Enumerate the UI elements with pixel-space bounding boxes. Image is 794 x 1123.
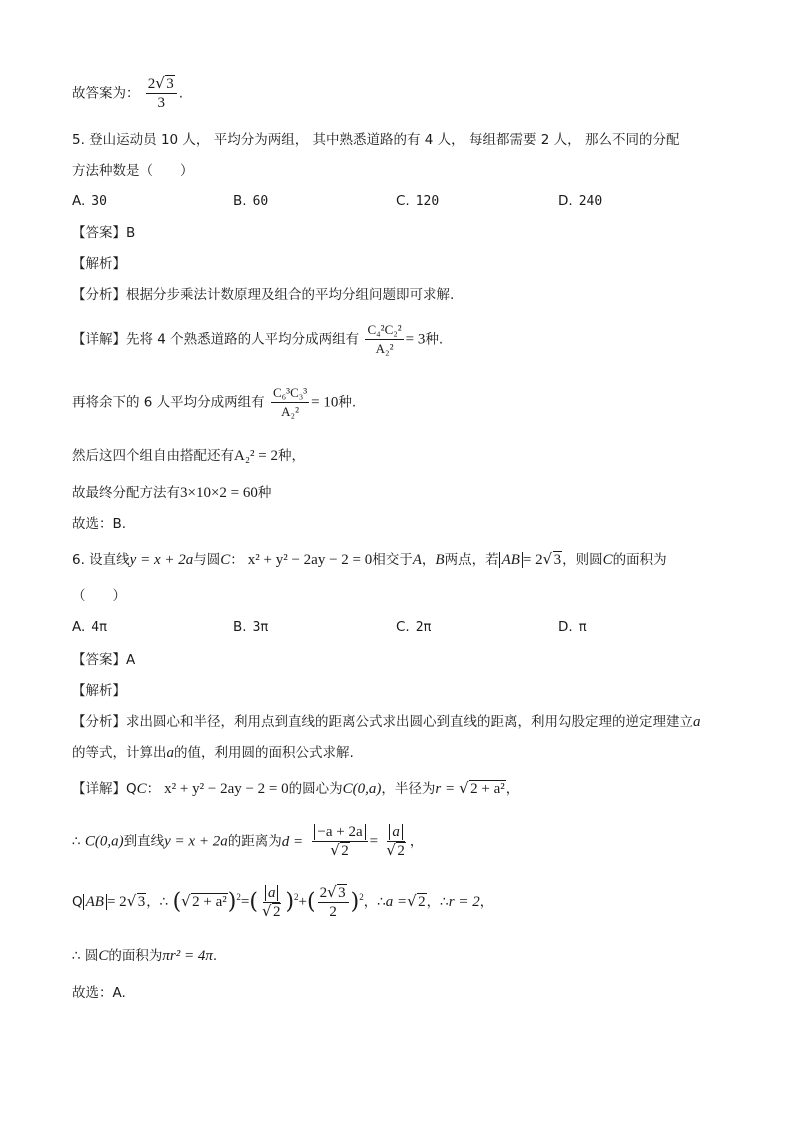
q6-answer: 【答案】A xyxy=(72,652,136,668)
q5-choose: 故选：B. xyxy=(72,516,127,532)
q5-answer: 【答案】B xyxy=(72,225,136,241)
q5-fenxi: 【分析】根据分步乘法计数原理及组合的平均分组问题即可求解. xyxy=(72,287,455,303)
q6-distance-line: ∴ C(0,a)到直线y = x + 2a的距离为d = −a + 2a √ 2 = a √ 2 ， xyxy=(72,824,423,859)
q5-stem-line2: 方法种数是（ ） xyxy=(72,163,194,179)
q5-option-d: D. 240 xyxy=(558,193,603,209)
q5-analysis-tag: 【解析】 xyxy=(72,256,126,272)
previous-answer-label: 故答案为： xyxy=(72,85,140,102)
q6-stem-line2: （ ） xyxy=(72,588,126,604)
q5-final-line: 故最终分配方法有3×10×2 = 60种 xyxy=(72,485,272,501)
q5-group-line: 然后这四个组自由搭配还有A₂² = 2种， xyxy=(72,448,306,464)
previous-answer-fraction: $\frac{2√ 3}{3}$ xyxy=(146,76,177,111)
q5-option-b: B. 60 xyxy=(233,193,269,209)
q6-option-c: C. 2π xyxy=(396,619,432,635)
q5-detail-line: 【详解】先将 4 个熟悉道路的人平均分成两组有 $\frac{\text{C₄²C₂²}}{\text{A₂²}}$ = 3种. xyxy=(72,322,444,356)
q6-option-a: A. 4π xyxy=(72,619,107,635)
q6-choose: 故选：A. xyxy=(72,985,126,1001)
q6-pythagoras-fraction-2: $\frac{2√ 3}{2}$ xyxy=(318,885,349,920)
q6-fenxi-line2: 的等式，计算出a的值，利用圆的面积公式求解. xyxy=(72,745,354,761)
q6-analysis-tag: 【解析】 xyxy=(72,683,126,699)
q6-stem-line1: 6. 设直线y = x + 2a与圆C： x² + y² − 2ay − 2 = 0相交于A，B两点，若 AB = 2√ 3，则圆C的面积为 xyxy=(72,551,667,569)
q5-detail-fraction: $\frac{\text{C₄²C₂²}}{\text{A₂²}}$ xyxy=(367,322,402,356)
q6-area-line: ∴ 圆C的面积为πr² = 4π. xyxy=(72,948,218,964)
q6-distance-fraction-2: a √ 2 xyxy=(384,824,408,859)
q5-stem-line1: 5. 登山运动员 10 人， 平均分为两组， 其中熟悉道路的有 4 人， 每组都需要 2 人， 那么不同的分配 xyxy=(72,132,680,148)
q5-option-a: A. 30 xyxy=(72,193,107,209)
q6-pythagoras-fraction-1: a √ 2 xyxy=(260,885,284,920)
q6-distance-fraction-1: −a + 2a √ 2 xyxy=(312,824,367,859)
q5-rest-line: 再将余下的 6 人平均分成两组有 $\frac{\text{C₆³C₃³}}{\text{A₂²}}$ = 10种. xyxy=(72,385,357,419)
q5-rest-fraction: $\frac{\text{C₆³C₃³}}{\text{A₂²}}$ xyxy=(272,385,308,419)
previous-answer-line: 故答案为： $\frac{2√ 3}{3}$ . xyxy=(72,76,183,111)
q6-pythagoras-line: Q AB = 2√ 3，∴ (√ 2 + a²)$^2$=( a √ 2 )$^2$+( $\frac{2√ 3}{2}$ )$^2$，∴a =√ 2，∴r = 2， xyxy=(72,885,493,920)
q6-detail-line: 【详解】QC： x² + y² − 2ay − 2 = 0的圆心为C(0,a)，半径为r =√ 2 + a²， xyxy=(72,780,519,798)
q6-option-d: D. π xyxy=(558,619,587,635)
q6-option-b: B. 3π xyxy=(233,619,269,635)
q5-option-c: C. 120 xyxy=(396,193,440,209)
q6-fenxi-line1: 【分析】求出圆心和半径，利用点到直线的距离公式求出圆心到直线的距离，利用勾股定理的逆定理建立a xyxy=(72,714,701,730)
